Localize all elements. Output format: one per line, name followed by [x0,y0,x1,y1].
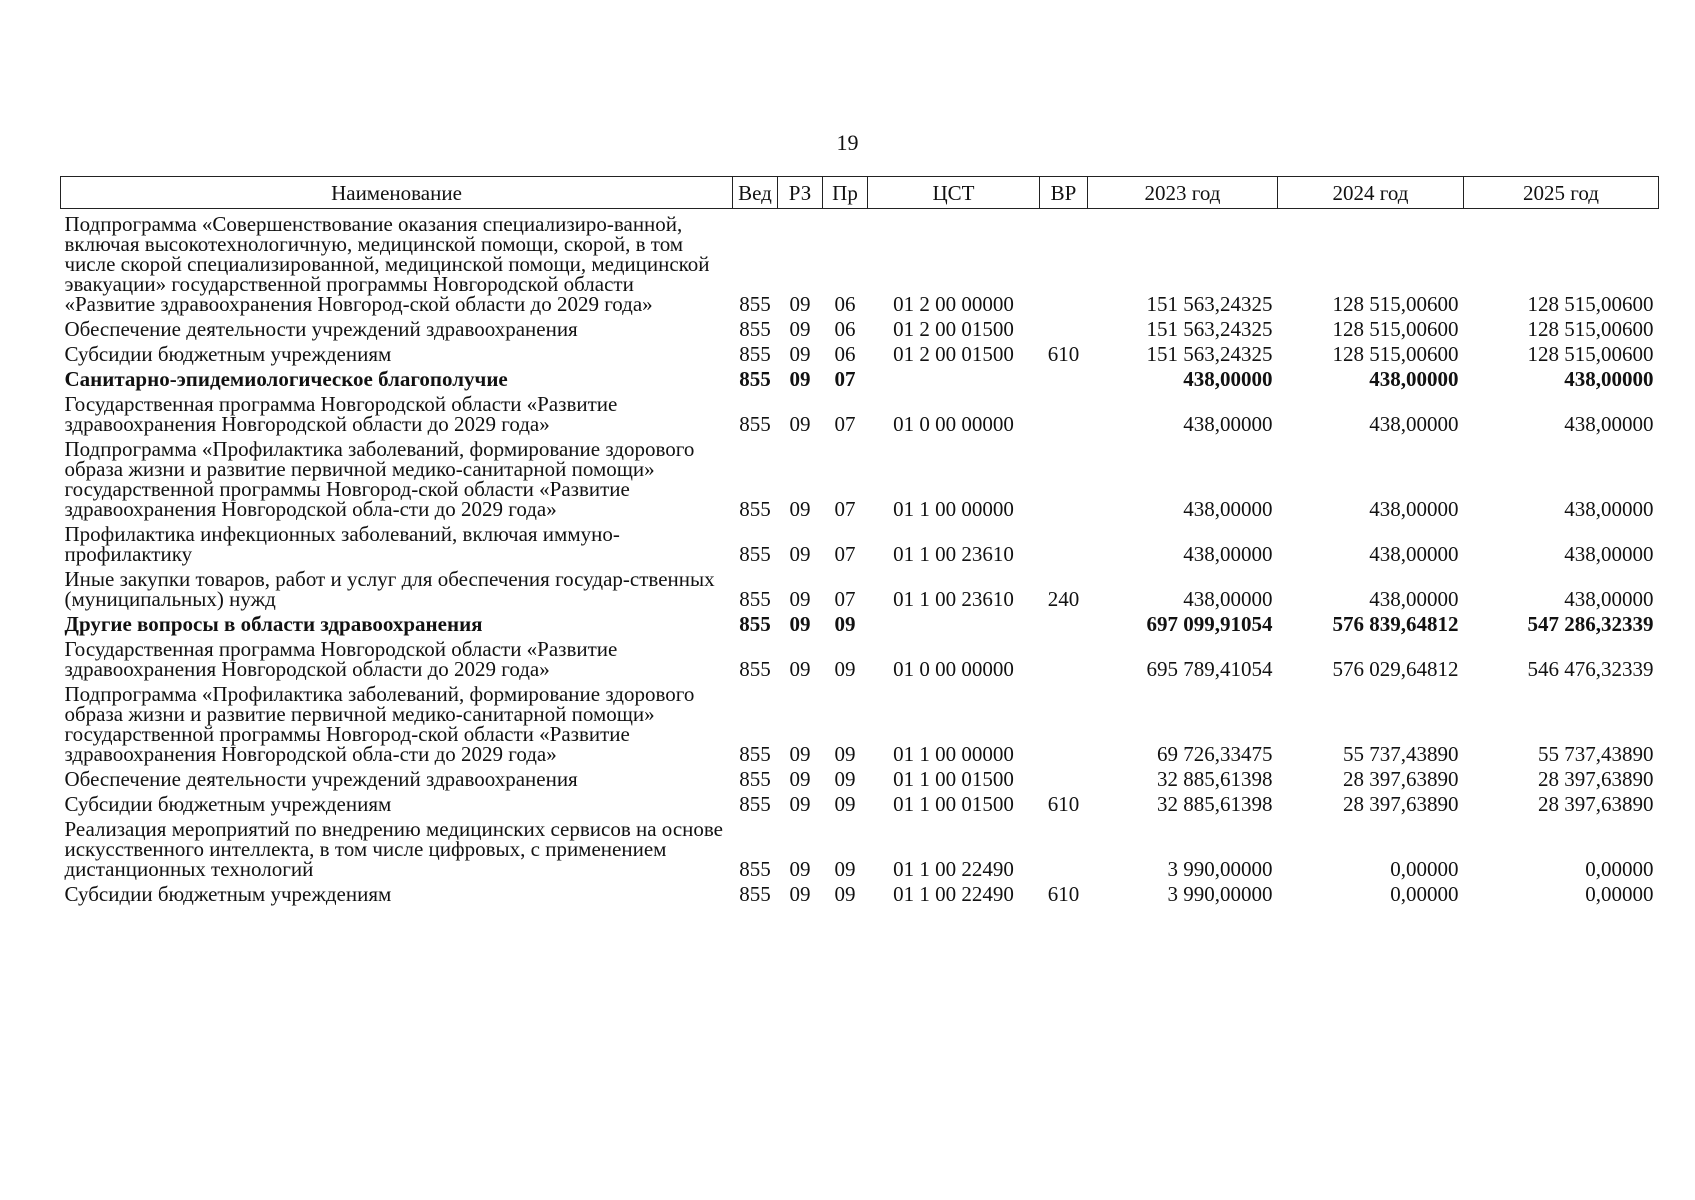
cell-vr [1040,434,1088,519]
cell-name: Обеспечение деятельности учреждений здравоохранения [64,317,578,341]
cell-cst: 01 0 00 00000 [893,657,1014,681]
cell-name: Государственная программа Новгородской области «Развитие здравоохранения Новгородской области до 2029 года» [64,392,618,436]
cell-amount-2024: 438,00000 [1369,587,1459,611]
cell-ved: 855 [739,367,771,391]
table-row [61,389,1659,434]
cell-amount-2024: 128 515,00600 [1332,292,1459,316]
table-row [61,679,1659,764]
cell-pr: 07 [834,587,856,611]
cell-cst [868,364,1040,389]
cell-name: Государственная программа Новгородской области «Развитие здравоохранения Новгородской области до 2029 года» [64,637,618,681]
cell-amount-2025: 55 737,43890 [1538,742,1654,766]
cell-amount-2024: 576 839,64812 [1332,612,1459,636]
cell-cst: 01 1 00 01500 [893,792,1014,816]
cell-rz: 09 [789,542,811,566]
cell-vr [1040,679,1088,764]
header-pr: Пр [823,177,868,209]
cell-rz: 09 [789,367,811,391]
table-row [61,209,1659,315]
cell-ved: 855 [739,882,771,906]
table-row [61,879,1659,904]
cell-cst: 01 1 00 00000 [893,742,1014,766]
cell-amount-2024: 0,00000 [1390,882,1459,906]
cell-amount-2024: 438,00000 [1369,412,1459,436]
cell-rz: 09 [789,342,811,366]
cell-vr [1040,609,1088,634]
cell-cst: 01 2 00 01500 [893,342,1014,366]
cell-name: Иные закупки товаров, работ и услуг для обеспечения государ-ственных (муниципальных) нужд [64,567,715,611]
cell-cst: 01 1 00 23610 [893,542,1014,566]
cell-rz: 09 [789,612,811,636]
cell-amount-2025: 28 397,63890 [1538,767,1654,791]
cell-ved: 855 [739,767,771,791]
cell-amount-2025: 438,00000 [1564,412,1654,436]
cell-amount-2025: 28 397,63890 [1538,792,1654,816]
cell-cst: 01 1 00 22490 [893,882,1014,906]
cell-pr: 09 [834,612,856,636]
cell-amount-2024: 28 397,63890 [1343,792,1459,816]
cell-amount-2024: 0,00000 [1390,857,1459,881]
cell-vr [1040,364,1088,389]
header-2023: 2023 год [1088,177,1278,209]
cell-ved: 855 [739,317,771,341]
table-row [61,564,1659,609]
cell-amount-2023: 438,00000 [1183,497,1273,521]
cell-amount-2023: 151 563,24325 [1146,342,1273,366]
cell-rz: 09 [789,742,811,766]
cell-amount-2024: 128 515,00600 [1332,317,1459,341]
table-row [61,764,1659,789]
table-row [61,519,1659,564]
cell-amount-2025: 0,00000 [1585,857,1654,881]
cell-name: Субсидии бюджетным учреждениям [64,882,392,906]
table-body [61,209,1659,905]
cell-amount-2023: 3 990,00000 [1167,857,1273,881]
header-cst: ЦСТ [868,177,1040,209]
cell-amount-2023: 438,00000 [1183,412,1273,436]
table-row [61,364,1659,389]
cell-pr: 06 [834,342,856,366]
cell-ved: 855 [739,657,771,681]
cell-rz: 09 [789,587,811,611]
cell-name: Подпрограмма «Совершенствование оказания специализиро-ванной, включая высокотехнологичную, медицинской помощи, скорой, в том числе скорой специализированной, медицинской помощи, медицинской эвакуации» государственной программы Новгородской области «Развитие здравоохранения Новгород-ской области до 2029 года» [64,212,710,316]
table-row [61,609,1659,634]
cell-cst: 01 1 00 23610 [893,587,1014,611]
cell-amount-2023: 151 563,24325 [1146,292,1273,316]
cell-vr [1040,314,1088,339]
cell-rz: 09 [789,857,811,881]
cell-rz: 09 [789,767,811,791]
header-rz: РЗ [778,177,823,209]
cell-pr: 09 [834,767,856,791]
cell-pr: 07 [834,367,856,391]
cell-amount-2025: 547 286,32339 [1527,612,1654,636]
cell-amount-2023: 69 726,33475 [1157,742,1273,766]
cell-name: Другие вопросы в области здравоохранения [64,612,483,636]
header-2024: 2024 год [1278,177,1464,209]
cell-amount-2025: 128 515,00600 [1527,317,1654,341]
cell-amount-2023: 697 099,91054 [1146,612,1273,636]
cell-ved: 855 [739,292,771,316]
header-row [61,177,1659,209]
cell-ved: 855 [739,742,771,766]
cell-amount-2024: 576 029,64812 [1332,657,1459,681]
cell-ved: 855 [739,497,771,521]
cell-vr [1040,814,1088,879]
cell-name: Субсидии бюджетным учреждениям [64,792,392,816]
cell-amount-2023: 438,00000 [1183,367,1273,391]
header-vr: ВР [1040,177,1088,209]
cell-cst: 01 1 00 01500 [893,767,1014,791]
table-row [61,634,1659,679]
cell-name: Санитарно-эпидемиологическое благополучие [64,367,508,391]
cell-name: Обеспечение деятельности учреждений здравоохранения [64,767,578,791]
cell-amount-2024: 28 397,63890 [1343,767,1459,791]
cell-amount-2024: 128 515,00600 [1332,342,1459,366]
cell-vr [1040,389,1088,434]
cell-vr: 610 [1047,882,1080,906]
cell-ved: 855 [739,542,771,566]
cell-pr: 06 [834,317,856,341]
cell-vr: 610 [1047,342,1080,366]
page-number: 19 [836,130,859,155]
cell-name: Реализация мероприятий по внедрению медицинских сервисов на основе искусственного интеллекта, в том числе цифровых, с применением дистанционных технологий [64,817,723,881]
cell-vr [1040,634,1088,679]
cell-amount-2023: 151 563,24325 [1146,317,1273,341]
table-row [61,314,1659,339]
cell-amount-2023: 438,00000 [1183,542,1273,566]
cell-vr [1040,764,1088,789]
cell-rz: 09 [789,882,811,906]
cell-pr: 09 [834,742,856,766]
cell-vr [1040,519,1088,564]
cell-pr: 09 [834,857,856,881]
cell-amount-2025: 546 476,32339 [1527,657,1654,681]
cell-rz: 09 [789,657,811,681]
header-2025: 2025 год [1464,177,1659,209]
cell-amount-2023: 695 789,41054 [1146,657,1273,681]
cell-ved: 855 [739,412,771,436]
cell-cst: 01 1 00 00000 [893,497,1014,521]
cell-pr: 07 [834,412,856,436]
cell-amount-2025: 0,00000 [1585,882,1654,906]
budget-table [60,176,1659,904]
cell-name: Профилактика инфекционных заболеваний, включая иммуно-профилактику [64,522,620,566]
cell-ved: 855 [739,587,771,611]
table-row [61,814,1659,879]
cell-pr: 06 [834,292,856,316]
cell-ved: 855 [739,857,771,881]
cell-amount-2024: 438,00000 [1369,542,1459,566]
cell-amount-2024: 55 737,43890 [1343,742,1459,766]
cell-vr: 240 [1047,587,1080,611]
cell-amount-2023: 32 885,61398 [1157,767,1273,791]
cell-pr: 09 [834,657,856,681]
cell-cst: 01 0 00 00000 [893,412,1014,436]
cell-ved: 855 [739,792,771,816]
cell-amount-2025: 438,00000 [1564,542,1654,566]
cell-rz: 09 [789,792,811,816]
header-name: Наименование [61,177,733,209]
cell-vr: 610 [1047,792,1080,816]
cell-cst: 01 1 00 22490 [893,857,1014,881]
cell-name: Подпрограмма «Профилактика заболеваний, формирование здорового образа жизни и развитие первичной медико-санитарной помощи» государственной программы Новгород-ской области «Развитие здравоохранения Новгородской обла-сти до 2029 года» [64,437,695,521]
cell-pr: 09 [834,882,856,906]
cell-amount-2025: 438,00000 [1564,587,1654,611]
cell-rz: 09 [789,412,811,436]
cell-name: Субсидии бюджетным учреждениям [64,342,392,366]
cell-vr [1040,209,1088,315]
cell-cst: 01 2 00 00000 [893,292,1014,316]
cell-amount-2025: 128 515,00600 [1527,342,1654,366]
table-row [61,434,1659,519]
cell-cst: 01 2 00 01500 [893,317,1014,341]
cell-amount-2025: 128 515,00600 [1527,292,1654,316]
cell-rz: 09 [789,292,811,316]
cell-amount-2023: 32 885,61398 [1157,792,1273,816]
cell-name: Подпрограмма «Профилактика заболеваний, формирование здорового образа жизни и развитие первичной медико-санитарной помощи» государственной программы Новгород-ской области «Развитие здравоохранения Новгородской обла-сти до 2029 года» [64,682,695,766]
cell-amount-2024: 438,00000 [1369,367,1459,391]
table-row [61,789,1659,814]
cell-pr: 07 [834,497,856,521]
cell-amount-2025: 438,00000 [1564,497,1654,521]
cell-pr: 09 [834,792,856,816]
cell-cst [868,609,1040,634]
table-row [61,339,1659,364]
cell-amount-2023: 438,00000 [1183,587,1273,611]
cell-pr: 07 [834,542,856,566]
cell-ved: 855 [739,612,771,636]
header-ved: Вед [733,177,778,209]
cell-rz: 09 [789,317,811,341]
cell-amount-2023: 3 990,00000 [1167,882,1273,906]
cell-amount-2024: 438,00000 [1369,497,1459,521]
cell-amount-2025: 438,00000 [1564,367,1654,391]
cell-rz: 09 [789,497,811,521]
cell-ved: 855 [739,342,771,366]
